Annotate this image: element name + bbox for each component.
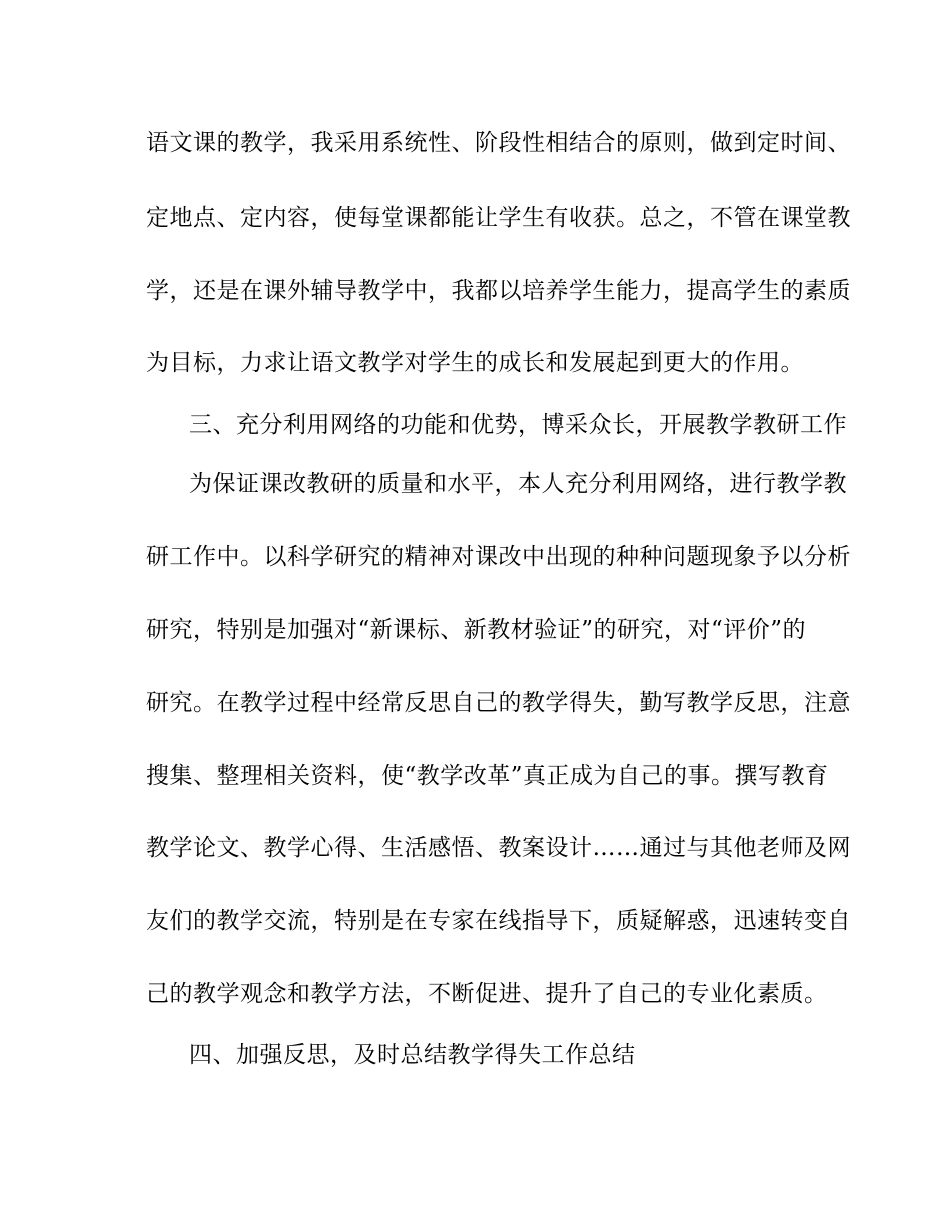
paragraph-line: 友们的教学交流，特别是在专家在线指导下，质疑解惑，迅速转变自: [146, 908, 851, 934]
paragraph-line: 语文课的教学，我采用系统性、阶段性相结合的原则，做到定时间、: [146, 130, 851, 156]
paragraph-line: 己的教学观念和教学方法，不断促进、提升了自己的专业化素质。: [146, 981, 828, 1007]
paragraph-line: 学，还是在课外辅导教学中，我都以培养学生能力，提高学生的素质: [146, 278, 851, 304]
paragraph-line: 定地点、定内容，使每堂课都能让学生有收获。总之，不管在课堂教: [146, 205, 851, 231]
paragraph-line: 搜集、整理相关资料，使“教学改革”真正成为自己的事。撰写教育: [146, 763, 829, 789]
paragraph-line: 研究，特别是加强对“新课标、新教材验证”的研究，对“评价”的: [146, 617, 807, 643]
section-heading: 四、加强反思，及时总结教学得失工作总结: [189, 1042, 636, 1068]
paragraph-line: 教学论文、教学心得、生活感悟、教案设计……通过与其他老师及网: [146, 835, 851, 861]
paragraph-line: 研究。在教学过程中经常反思自己的教学得失，勤写教学反思，注意: [146, 690, 851, 716]
paragraph-line: 为目标，力求让语文教学对学生的成长和发展起到更大的作用。: [146, 350, 804, 376]
section-heading: 三、充分利用网络的功能和优势，博采众长，开展教学教研工作: [189, 412, 847, 438]
paragraph-line: 研工作中。以科学研究的精神对课改中出现的种种问题现象予以分析: [146, 544, 851, 570]
paragraph-line: 为保证课改教研的质量和水平，本人充分利用网络，进行教学教: [189, 471, 847, 497]
